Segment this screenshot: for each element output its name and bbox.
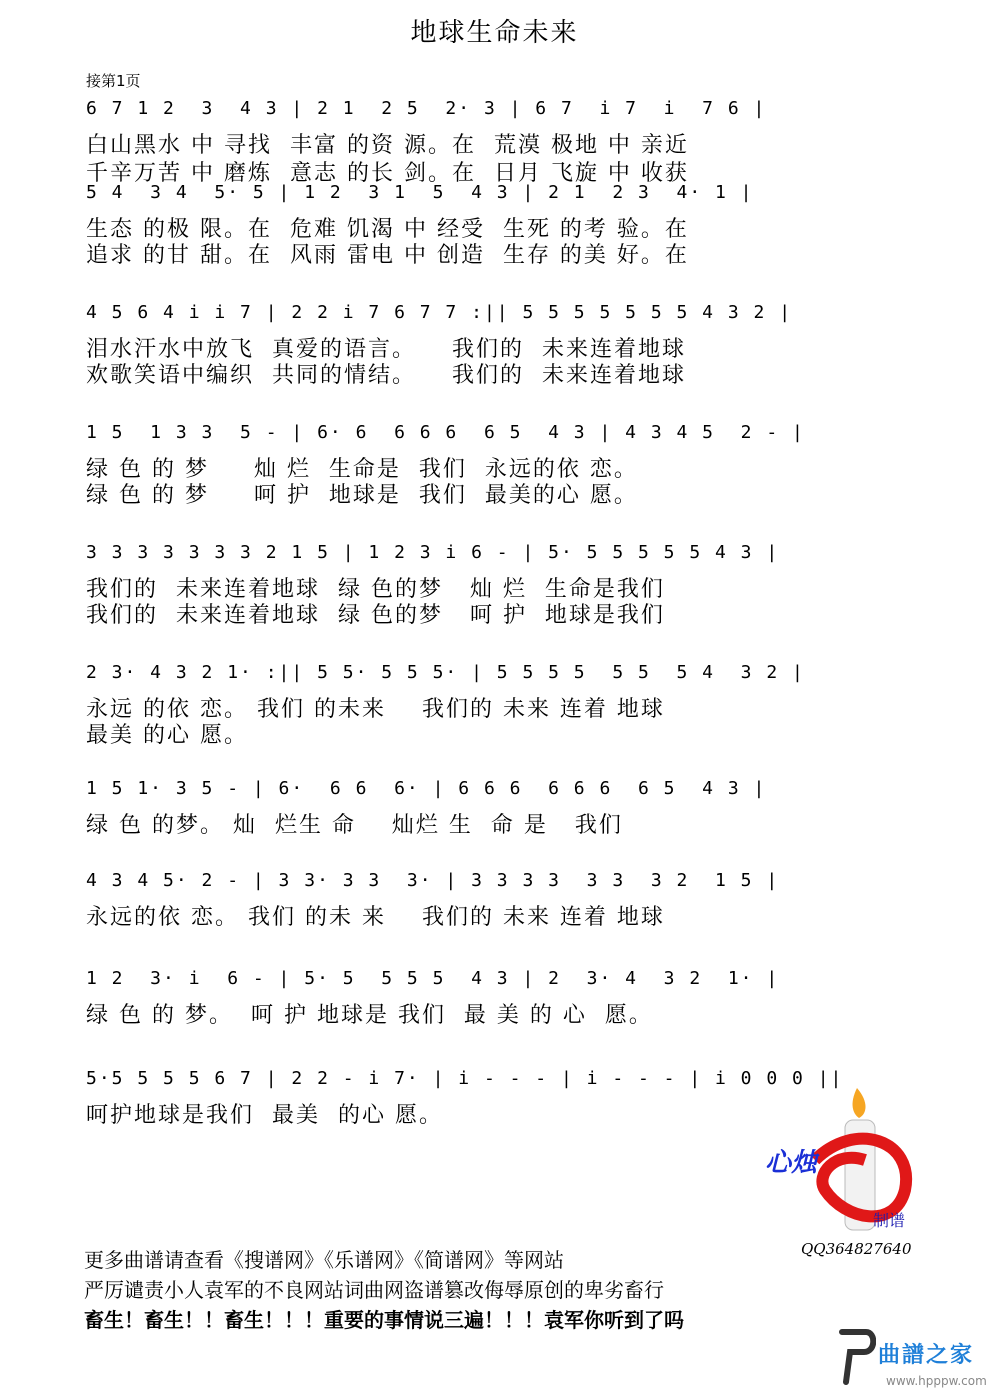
footer-line: 畜生！畜生！！畜生！！！重要的事情说三遍！！！袁军你听到了吗 [84, 1308, 684, 1332]
lyric-line: 追求 的甘 甜。在 风雨 雷电 中 创造 生存 的美 好。在 [86, 243, 689, 268]
lyric-line: 我们的 未来连着地球 绿 色的梦 灿 烂 生命是我们 [86, 577, 665, 602]
lyric-line: 千辛万苦 中 磨炼 意志 的长 剑。在 日月 飞旋 中 收获 [86, 161, 689, 186]
notation-line: 5 4 3 4 5· 5 | 1 2 3 1 5 4 3 | 2 1 2 3 4· 1 | [86, 182, 754, 203]
lyric-line: 绿 色 的 梦。 呵 护 地球是 我们 最 美 的 心 愿。 [86, 1003, 653, 1028]
site-name: 曲譜之家 [878, 1343, 975, 1368]
lyric-line: 泪水汗水中放飞 真爱的语言。 我们的 未来连着地球 [86, 337, 686, 362]
candle-logo [765, 1080, 965, 1270]
maker-label: 心烛 [765, 1148, 818, 1178]
footer-line: 更多曲谱请查看《搜谱网》《乐谱网》《简谱网》等网站 [84, 1248, 564, 1272]
page-title: 地球生命未来 [410, 18, 579, 48]
continued-note: 接第1页 [86, 72, 141, 90]
notation-line: 1 5 1 3 3 5 - | 6· 6 6 6 6 6 5 4 3 | 4 3 4 5 2 - | [86, 422, 805, 443]
notation-line: 4 5 6 4 i i 7 | 2 2 i 7 6 7 7 :|| 5 5 5 5 5 5 5 4 3 2 | [86, 302, 793, 323]
lyric-line: 生态 的极 限。在 危难 饥渴 中 经受 生死 的考 验。在 [86, 217, 689, 242]
qq-label: QQ364827640 [801, 1240, 912, 1258]
notation-line: 1 2 3· i 6 - | 5· 5 5 5 5 4 3 | 2 3· 4 3 2 1· | [86, 968, 780, 989]
lyric-line: 永远 的依 恋。 我们 的未来 我们的 未来 连着 地球 [86, 697, 665, 722]
footer-line: 严厉谴责小人袁军的不良网站词曲网盗谱篡改侮辱原创的卑劣畜行 [84, 1278, 664, 1302]
notation-line: 6 7 1 2 3 4 3 | 2 1 2 5 2· 3 | 6 7 i 7 i 7 6 | [86, 98, 767, 119]
lyric-line: 绿 色 的 梦 呵 护 地球是 我们 最美的心 愿。 [86, 483, 638, 508]
lyric-line: 我们的 未来连着地球 绿 色的梦 呵 护 地球是我们 [86, 603, 665, 628]
lyric-line: 呵护地球是我们 最美 的心 愿。 [86, 1103, 443, 1128]
lyric-line: 白山黑水 中 寻找 丰富 的资 源。在 荒漠 极地 中 亲近 [86, 133, 689, 158]
notation-line: 4 3 4 5· 2 - | 3 3· 3 3 3· | 3 3 3 3 3 3 3 2 1 5 | [86, 870, 780, 891]
site-logo [836, 1326, 987, 1396]
lyric-line: 永远的依 恋。 我们 的未 来 我们的 未来 连着 地球 [86, 905, 665, 930]
notation-line: 5·5 5 5 5 6 7 | 2 2 - i 7· | i - - - | i - - - | i 0 0 0 || [86, 1068, 844, 1089]
notation-line: 2 3· 4 3 2 1· :|| 5 5· 5 5 5· | 5 5 5 5 5 5 5 4 3 2 | [86, 662, 805, 683]
lyric-line: 绿 色 的 梦 灿 烂 生命是 我们 永远的依 恋。 [86, 457, 638, 482]
made-label: 制谱 [873, 1211, 906, 1230]
lyric-line: 绿 色 的梦。 灿 烂生 命 灿烂 生 命 是 我们 [86, 813, 623, 838]
site-url: www.hpppw.com [886, 1374, 987, 1388]
lyric-line: 最美 的心 愿。 [86, 723, 248, 748]
lyric-line: 欢歌笑语中编织 共同的情结。 我们的 未来连着地球 [86, 363, 686, 388]
notation-line: 3 3 3 3 3 3 3 2 1 5 | 1 2 3 i 6 - | 5· 5 5 5 5 5 4 3 | [86, 542, 780, 563]
site-logo-icon [836, 1326, 876, 1386]
notation-line: 1 5 1· 3 5 - | 6· 6 6 6· | 6 6 6 6 6 6 6 5 4 3 | [86, 778, 767, 799]
